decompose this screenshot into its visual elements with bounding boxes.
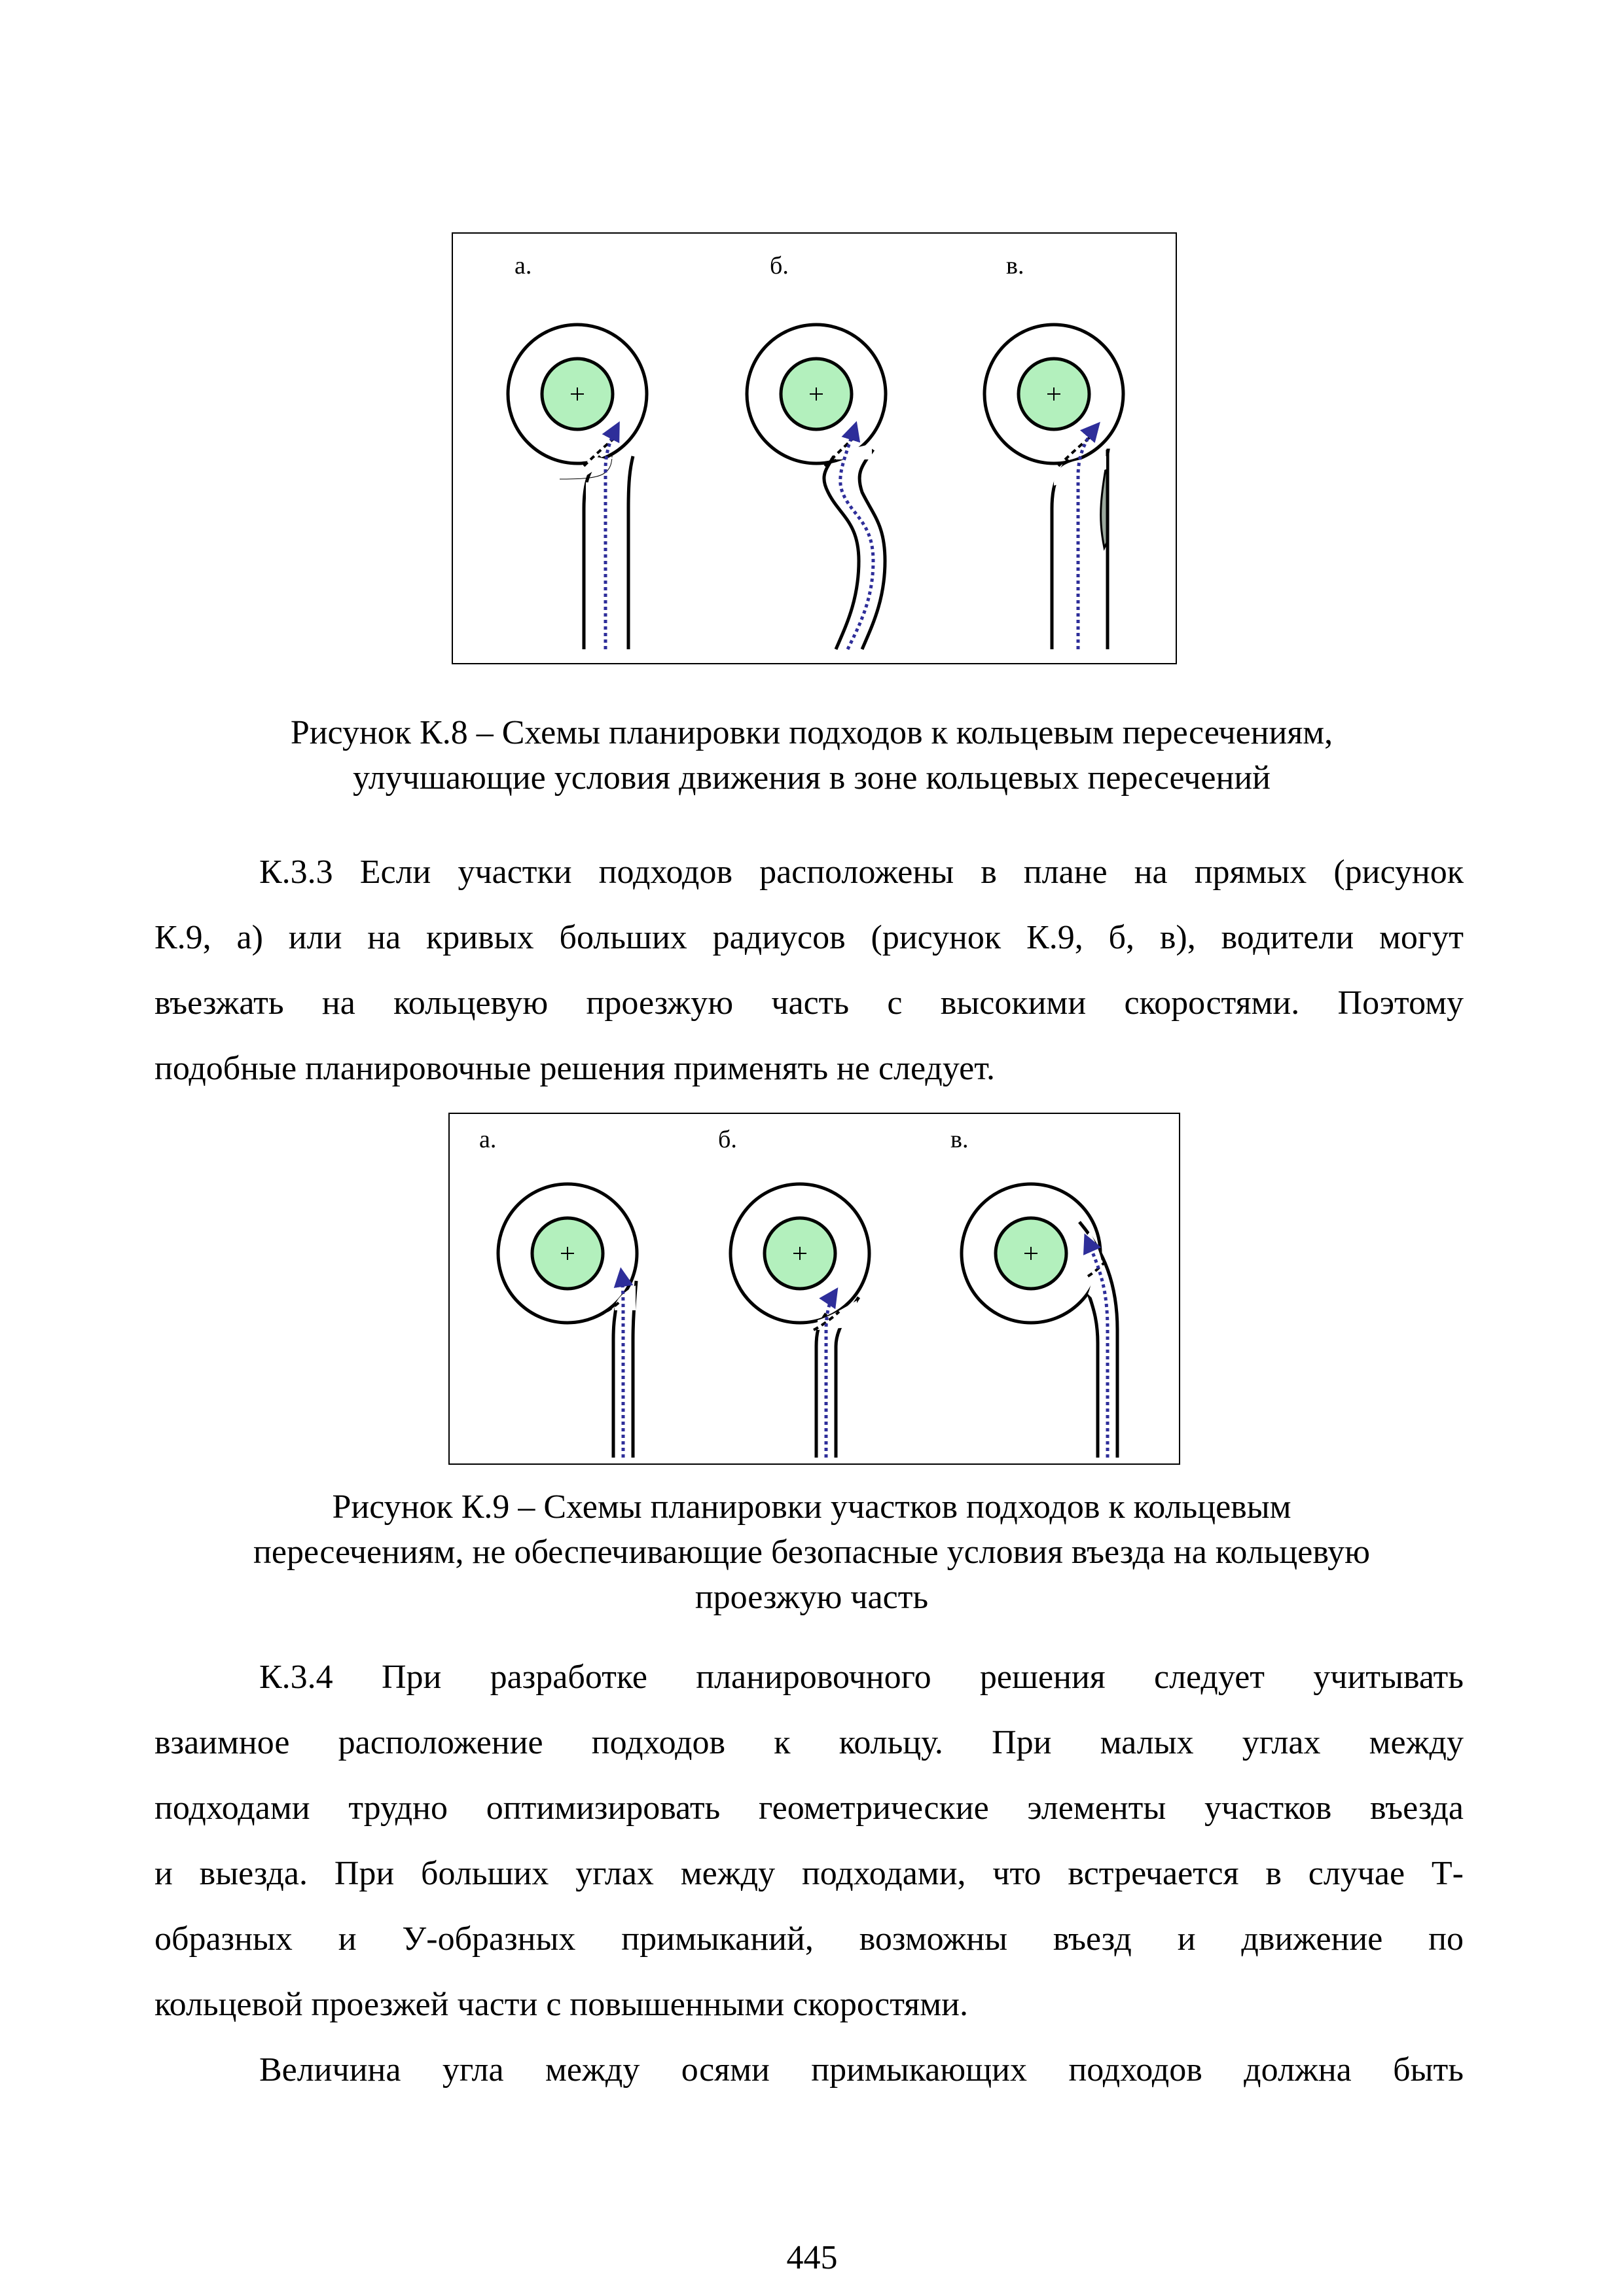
paragraph-line: подходами трудно оптимизировать геометрические элементы участков въезда <box>154 1789 1464 1827</box>
caption-line: пересечениям, не обеспечивающие безопасные условия въезда на кольцевую <box>253 1534 1370 1571</box>
caption-line: улучшающие условия движения в зоне кольцевых пересечений <box>353 759 1271 797</box>
k9-scheme-b <box>731 1184 869 1458</box>
caption-line: Рисунок К.8 – Схемы планировки подходов к кольцевым пересечениям, <box>290 714 1333 751</box>
figure-k9 <box>448 1113 1180 1465</box>
paragraph-line: и выезда. При больших углах между подходами, что встречается в случае Т- <box>154 1855 1464 1892</box>
figure-k8 <box>452 232 1177 664</box>
paragraph-k34 <box>154 1645 1464 2037</box>
figure-k8-drawing <box>453 234 1176 663</box>
approach-edge-left <box>613 1304 617 1458</box>
paragraph-line: К.3.4 При разработке планировочного решения следует учитывать <box>259 1659 1464 1696</box>
paragraph-line: К.9, а) или на кривых больших радиусов (рисунок К.9, б, в), водители могут <box>154 919 1464 956</box>
k9-scheme-c <box>962 1184 1117 1458</box>
paragraph-line: образных и У-образных примыканий, возможны въезд и движение по <box>154 1920 1464 1958</box>
figure-k8-label-b: б. <box>770 252 789 279</box>
page-number: 445 <box>786 2239 838 2276</box>
figure-k9-label-c: в. <box>950 1126 969 1153</box>
paragraph-line: кольцевой проезжей части с повышенными скоростями. <box>154 1986 968 2023</box>
k8-scheme-b <box>747 325 886 649</box>
caption-line: проезжую часть <box>695 1579 929 1616</box>
paragraph-line: К.3.3 Если участки подходов расположены в плане на прямых (рисунок <box>259 853 1464 891</box>
paragraph-line: взаимное расположение подходов к кольцу. При малых углах между <box>154 1724 1464 1761</box>
vehicle-path-arrow <box>621 1271 623 1458</box>
figure-k9-label-a: а. <box>479 1126 497 1153</box>
k9-scheme-a <box>498 1184 637 1458</box>
figure-k8-label-c: в. <box>1006 252 1024 279</box>
figure-k8-label-a: а. <box>514 252 532 279</box>
figure-k9-caption <box>105 1484 1519 1620</box>
approach-edge-left <box>1052 459 1068 649</box>
paragraph-line: въезжать на кольцевую проезжую часть с высокими скоростями. Поэтому <box>154 984 1464 1022</box>
figure-k9-drawing <box>450 1114 1179 1463</box>
paragraph-angle <box>154 2037 1464 2103</box>
figure-k9-label-b: б. <box>718 1126 737 1153</box>
approach-edge-left <box>1088 1292 1098 1458</box>
paragraph-k33 <box>154 840 1464 1102</box>
paragraph-line: подобные планировочные решения применять не следует. <box>154 1050 996 1087</box>
paragraph-line: Величина угла между осями примыкающих подходов должна быть <box>259 2051 1464 2089</box>
caption-line: Рисунок К.9 – Схемы планировки участков подходов к кольцевым <box>332 1488 1291 1526</box>
k8-scheme-a <box>508 325 647 653</box>
figure-k8-caption <box>105 710 1519 800</box>
k8-scheme-c <box>984 325 1123 649</box>
approach-edge-right <box>628 456 633 649</box>
